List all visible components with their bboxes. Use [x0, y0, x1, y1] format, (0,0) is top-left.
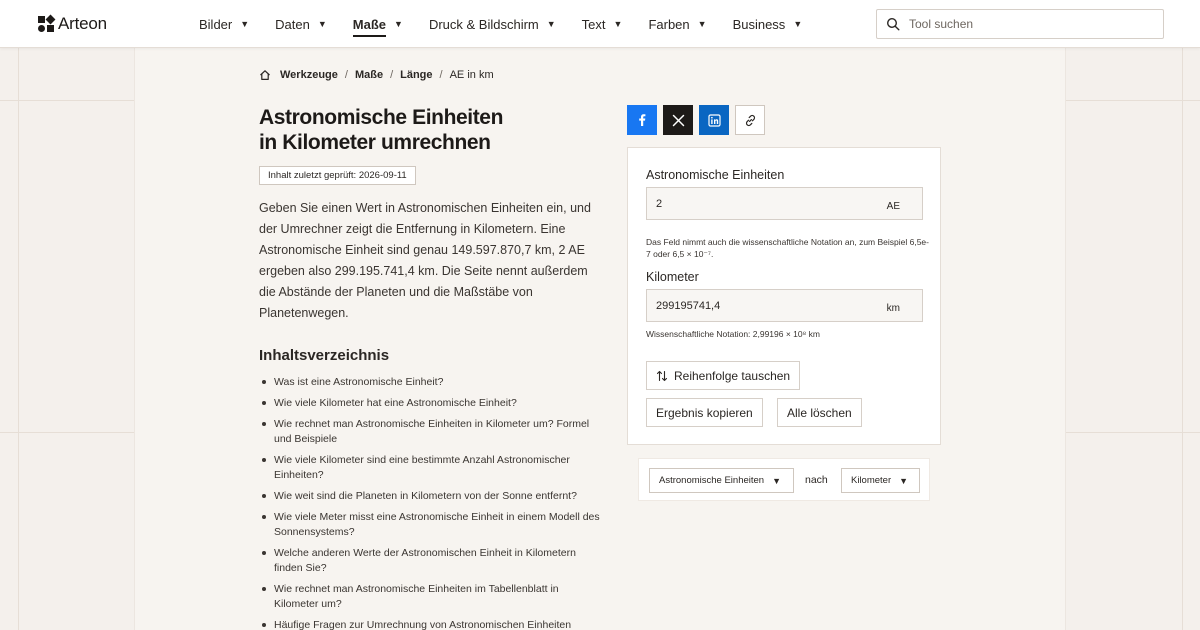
from-value-input[interactable]	[647, 198, 867, 210]
chevron-down-icon: ▼	[793, 19, 803, 29]
linkedin-icon	[708, 114, 721, 127]
to-field	[646, 289, 923, 322]
from-unit-label: AE	[886, 201, 900, 212]
from-unit-select[interactable]	[649, 468, 794, 493]
page-title-line: in Kilometer umrechnen	[259, 131, 491, 154]
unit-selector-bar	[638, 458, 930, 501]
nav-item-label: Maße	[353, 17, 386, 37]
chevron-down-icon: ▼	[240, 19, 250, 29]
nav-item-masse[interactable]	[353, 0, 403, 48]
swap-vertical-icon	[656, 370, 668, 382]
toc-title: Inhaltsverzeichnis	[259, 347, 390, 364]
breadcrumb-current: AE in km	[449, 69, 494, 81]
nav-item-label: Business	[732, 16, 786, 32]
logo-mark-icon	[38, 16, 54, 32]
nav-item-bilder[interactable]	[199, 0, 249, 48]
brand-name: Arteon	[58, 14, 107, 33]
chevron-down-icon: ▼	[772, 475, 782, 486]
page-title	[259, 105, 599, 155]
nav-item-text[interactable]	[582, 0, 623, 48]
nav-item-druck-bildschirm[interactable]	[429, 0, 556, 48]
page-title-line: Astronomische Einheiten	[259, 106, 504, 129]
nav-item-farben[interactable]	[648, 0, 706, 48]
search-icon	[886, 17, 900, 31]
chevron-down-icon: ▼	[899, 475, 909, 486]
chevron-down-icon: ▼	[613, 19, 623, 29]
toc-link[interactable]: Wie weit sind die Planeten in Kilometern von der Sonne entfernt?	[259, 489, 604, 504]
to-value-input[interactable]	[647, 300, 867, 312]
intro-paragraph: Geben Sie einen Wert in Astronomischen Einheiten ein, und der Umrechner zeigt die Entfernung in Kilometern. Eine Astronomische Einheit sind genau 149.597.870,7 km, 2 AE ergeben also 299.195.741,4 km. Die Seite nennt außerdem die Abstände der Planeten und die Maßstäbe von Planetenwegen.	[259, 201, 591, 320]
toc-link[interactable]: Wie rechnet man Astronomische Einheiten im Tabellenblatt in Kilometer um?	[259, 582, 604, 612]
share-x-button[interactable]	[663, 105, 693, 135]
x-icon	[672, 114, 685, 127]
search-box	[876, 9, 1164, 39]
nav-item-daten[interactable]	[275, 0, 327, 48]
breadcrumb-item-laenge[interactable]: Länge	[400, 69, 433, 81]
top-navigation-bar	[0, 0, 1200, 48]
table-of-contents	[259, 375, 604, 630]
link-icon	[744, 114, 757, 127]
background-grid-line	[1182, 48, 1183, 630]
copy-link-button[interactable]	[735, 105, 765, 135]
to-unit-select-value: Kilometer	[851, 475, 892, 486]
breadcrumb-item-werkzeuge[interactable]: Werkzeuge	[280, 69, 338, 81]
breadcrumb-separator: /	[344, 69, 348, 81]
toc-link[interactable]: Häufige Fragen zur Umrechnung von Astronomischen Einheiten	[259, 618, 604, 630]
nav-item-label: Text	[581, 16, 606, 32]
to-field-hint: Wissenschaftliche Notation: 2,99196 × 10⁸ km	[646, 329, 820, 339]
to-field-label: Kilometer	[646, 270, 699, 284]
toc-link[interactable]: Welche anderen Werte der Astronomischen Einheit in Kilometern finden Sie?	[259, 546, 604, 576]
chevron-down-icon: ▼	[317, 19, 327, 29]
swap-order-button[interactable]	[646, 361, 800, 390]
toc-link[interactable]: Wie rechnet man Astronomische Einheiten in Kilometer um? Formel und Beispiele	[259, 417, 604, 447]
swap-order-label: Reihenfolge tauschen	[674, 368, 791, 383]
from-field	[646, 187, 923, 220]
share-buttons	[627, 105, 765, 135]
copy-result-button[interactable]: Ergebnis kopieren	[646, 398, 763, 427]
toc-link[interactable]: Wie viele Kilometer sind eine bestimmte Anzahl Astronomischer Einheiten?	[259, 453, 604, 483]
breadcrumb-separator: /	[390, 69, 394, 81]
nav-item-business[interactable]	[733, 0, 803, 48]
to-unit-select[interactable]	[841, 468, 920, 493]
toc-link[interactable]: Was ist eine Astronomische Einheit?	[259, 375, 604, 390]
from-field-label: Astronomische Einheiten	[646, 168, 785, 182]
share-linkedin-button[interactable]	[699, 105, 729, 135]
toc-link[interactable]: Wie viele Kilometer hat eine Astronomische Einheit?	[259, 396, 604, 411]
nav-item-label: Druck & Bildschirm	[428, 16, 539, 32]
toc-link[interactable]: Wie viele Meter misst eine Astronomische Einheit in einem Modell des Sonnensystems?	[259, 510, 604, 540]
chevron-down-icon: ▼	[394, 19, 403, 29]
converter-card	[627, 147, 941, 445]
home-icon[interactable]	[259, 69, 271, 81]
nav-item-label: Farben	[648, 16, 690, 32]
unit-connector-label: nach	[805, 474, 828, 486]
share-facebook-button[interactable]	[627, 105, 657, 135]
facebook-icon	[635, 113, 649, 127]
background-grid-line	[18, 48, 19, 630]
breadcrumb-separator: /	[439, 69, 443, 81]
main-nav	[199, 0, 828, 48]
nav-item-label: Daten	[275, 16, 310, 32]
clear-all-button[interactable]: Alle löschen	[777, 398, 862, 427]
chevron-down-icon: ▼	[546, 19, 556, 29]
brand-logo[interactable]	[38, 14, 107, 34]
search-input[interactable]	[909, 17, 1149, 31]
from-unit-select-value: Astronomische Einheiten	[659, 475, 765, 486]
breadcrumb-item-masse[interactable]: Maße	[354, 69, 384, 81]
chevron-down-icon: ▼	[697, 19, 707, 29]
last-checked-badge: Inhalt zuletzt geprüft: 2026-09-11	[259, 166, 416, 185]
to-unit-label: km	[886, 303, 900, 314]
from-field-hint: Das Feld nimmt auch die wissenschaftliche Notation an, zum Beispiel 6,5e-7 oder 6,5 × 10⁻⁷.	[646, 237, 929, 259]
breadcrumb	[259, 69, 494, 81]
nav-item-label: Bilder	[199, 16, 233, 32]
